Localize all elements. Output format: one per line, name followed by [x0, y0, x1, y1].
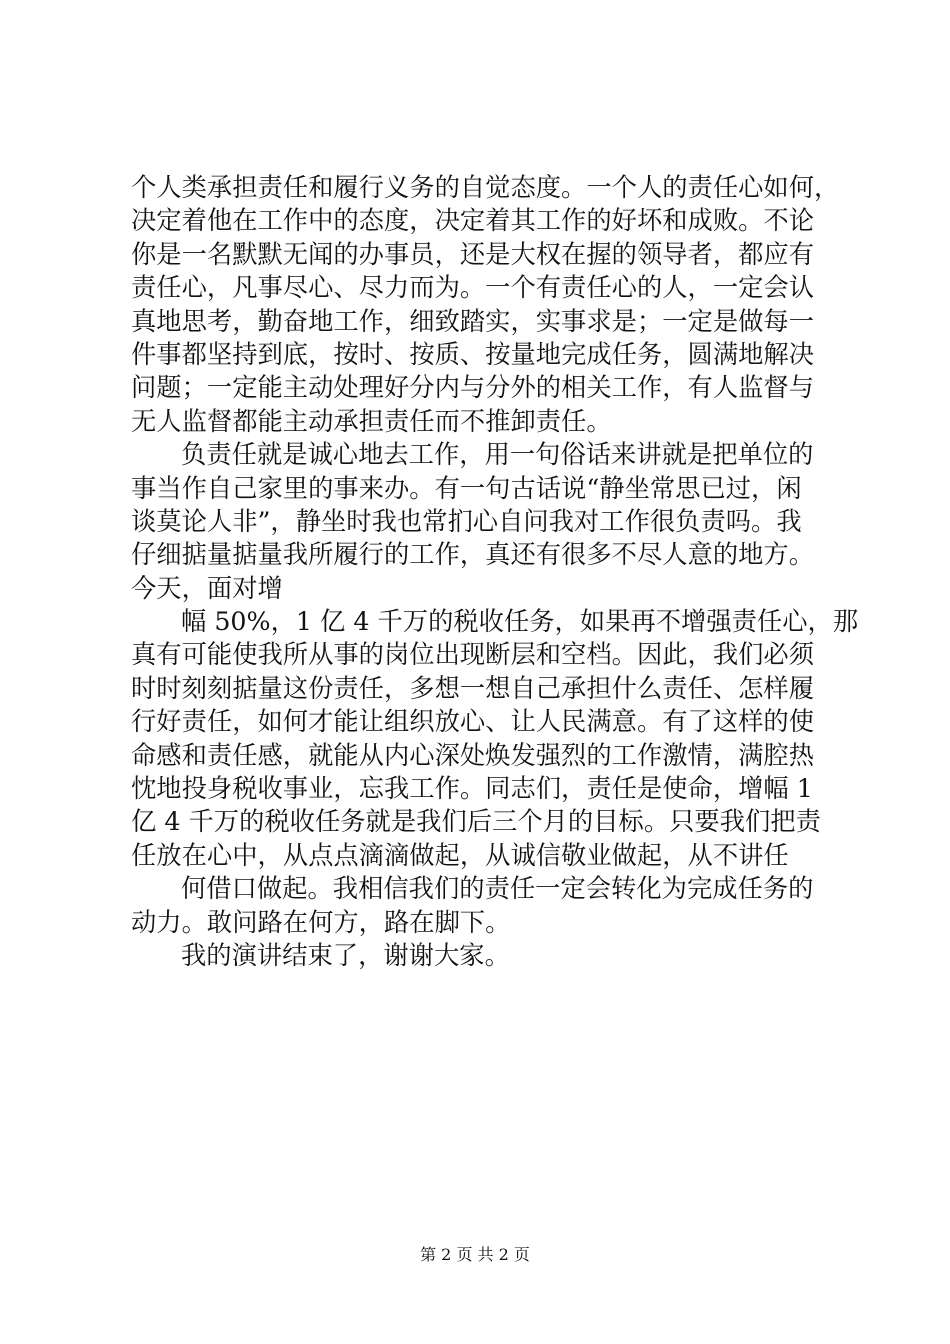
text-line: 个人类承担责任和履行义务的自觉态度。一个人的责任心如何，	[131, 173, 840, 202]
speech-body	[131, 171, 859, 972]
text-line: 亿 4 千万的税收任务就是我们后三个月的目标。只要我们把责	[131, 807, 821, 837]
page-number-footer: 第 2 页 共 2 页	[420, 1245, 530, 1264]
text-line: 事当作自己家里的事来办。有一句古话说“静坐常思已过，闲	[131, 473, 802, 503]
paragraph-start-line: 何借口做起。我相信我们的责任一定会转化为完成任务的	[181, 874, 814, 904]
text-line: 件事都坚持到底，按时、按质、按量地完成任务，圆满地解决	[131, 339, 815, 369]
closing-line: 我的演讲结束了，谢谢大家。	[181, 940, 510, 970]
text-line: 今天，面对增	[131, 573, 283, 603]
paragraph-start-line: 幅 50%，1 亿 4 千万的税收任务，如果再不增强责任心，那	[181, 607, 859, 637]
text-line: 仔细掂量掂量我所履行的工作，真还有很多不尽人意的地方。	[131, 540, 815, 570]
text-line: 动力。敢问路在何方，路在脚下。	[131, 907, 511, 937]
text-line: 无人监督都能主动承担责任而不推卸责任。	[131, 406, 612, 436]
text-line: 任放在心中，从点点滴滴做起，从诚信敬业做起，从不讲任	[131, 840, 789, 870]
text-line: 决定着他在工作中的态度，决定着其工作的好坏和成败。不论	[131, 206, 815, 236]
text-line: 问题；一定能主动处理好分内与分外的相关工作，有人监督与	[131, 373, 815, 403]
text-line: 行好责任，如何才能让组织放心、让人民满意。有了这样的使	[131, 707, 815, 737]
text-line: 你是一名默默无闻的办事员，还是大权在握的领导者，都应有	[131, 239, 815, 269]
text-line: 真有可能使我所从事的岗位出现断层和空档。因此，我们必须	[131, 640, 815, 670]
text-line: 谈莫论人非”，静坐时我也常扪心自问我对工作很负责吗。我	[131, 506, 802, 536]
text-line: 责任心，凡事尽心、尽力而为。一个有责任心的人，一定会认	[131, 273, 815, 303]
text-line: 真地思考，勤奋地工作，细致踏实，实事求是；一定是做每一	[131, 306, 815, 336]
text-line: 时时刻刻掂量这份责任，多想一想自己承担什么责任、怎样履	[131, 673, 815, 703]
text-line: 忱地投身税收事业，忘我工作。同志们，责任是使命，增幅 1	[131, 774, 813, 804]
paragraph-start-line: 负责任就是诚心地去工作，用一句俗话来讲就是把单位的	[181, 440, 814, 470]
text-line: 命感和责任感，就能从内心深处焕发强烈的工作激情，满腔热	[131, 740, 815, 770]
